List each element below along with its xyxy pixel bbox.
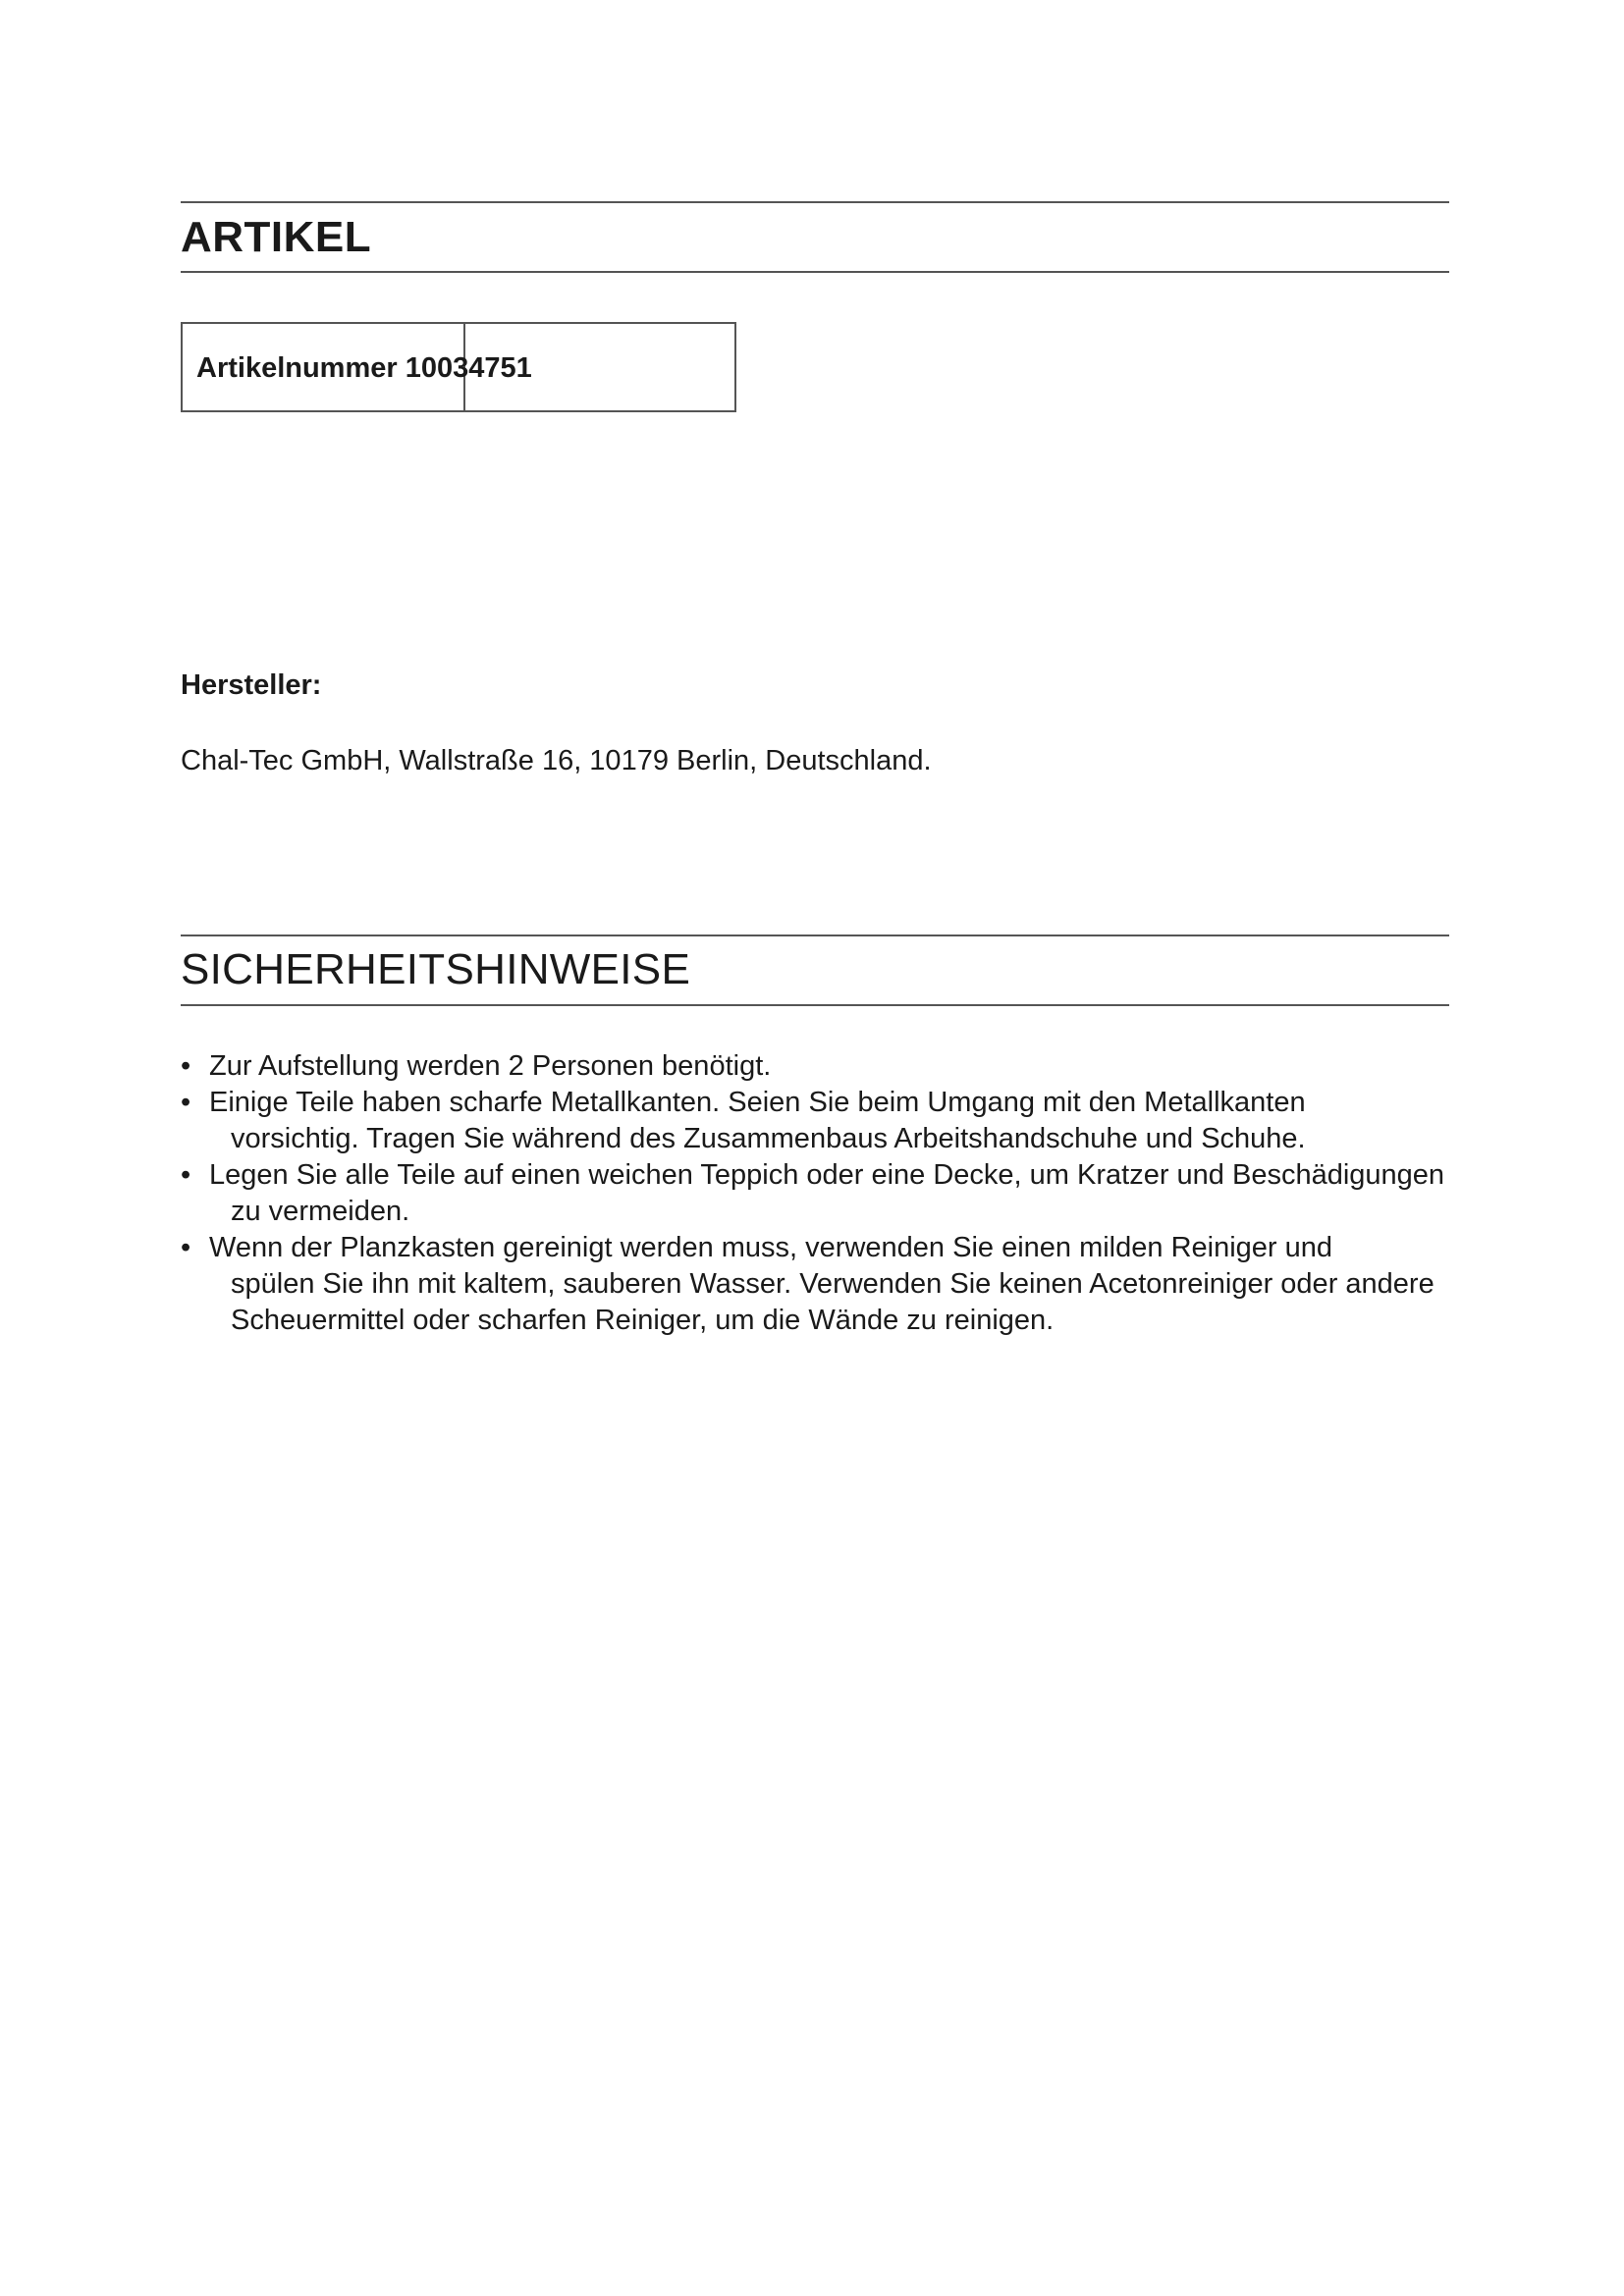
- article-number-label: Artikelnummer: [196, 352, 398, 384]
- safety-heading: SICHERHEITSHINWEISE: [181, 945, 691, 993]
- bullet-icon: •: [181, 1159, 191, 1191]
- bullet-icon: •: [181, 1050, 191, 1082]
- list-item-line: vorsichtig. Tragen Sie während des Zusammenbaus Arbeitshandschuhe und Schuhe.: [231, 1123, 1306, 1154]
- article-number-table: [181, 322, 736, 412]
- list-item-line: Legen Sie alle Teile auf einen weichen Teppich oder eine Decke, um Kratzer und Beschädigungen: [209, 1159, 1445, 1191]
- bullet-icon: •: [181, 1087, 191, 1118]
- list-item: [181, 1085, 1457, 1157]
- list-item-line: Wenn der Planzkasten gereinigt werden muss, verwenden Sie einen milden Reiniger und: [209, 1232, 1333, 1263]
- artikel-top-rule: [181, 201, 1449, 203]
- list-item-line: Einige Teile haben scharfe Metallkanten. Seien Sie beim Umgang mit den Metallkanten: [209, 1087, 1306, 1118]
- artikel-heading: ARTIKEL: [181, 213, 372, 261]
- artikel-bottom-rule: [181, 271, 1449, 273]
- list-item: [181, 1230, 1457, 1339]
- manufacturer-address: Chal-Tec GmbH, Wallstraße 16, 10179 Berlin, Deutschland.: [181, 745, 932, 776]
- article-number-value: 10034751: [405, 352, 532, 384]
- list-item-line: zu vermeiden.: [231, 1196, 410, 1227]
- list-item: [181, 1048, 1457, 1085]
- safety-list: [181, 1048, 1457, 1339]
- safety-bottom-rule: [181, 1004, 1449, 1006]
- list-item: [181, 1157, 1457, 1230]
- list-item-line: Scheuermittel oder scharfen Reiniger, um die Wände zu reinigen.: [231, 1305, 1055, 1336]
- safety-top-rule: [181, 934, 1449, 936]
- list-item-line: Zur Aufstellung werden 2 Personen benötigt.: [209, 1050, 772, 1082]
- list-item-line: spülen Sie ihn mit kaltem, sauberen Wasser. Verwenden Sie keinen Acetonreiniger oder andere: [231, 1268, 1435, 1300]
- article-number-row: [196, 351, 532, 385]
- manufacturer-label: Hersteller:: [181, 669, 322, 701]
- bullet-icon: •: [181, 1232, 191, 1263]
